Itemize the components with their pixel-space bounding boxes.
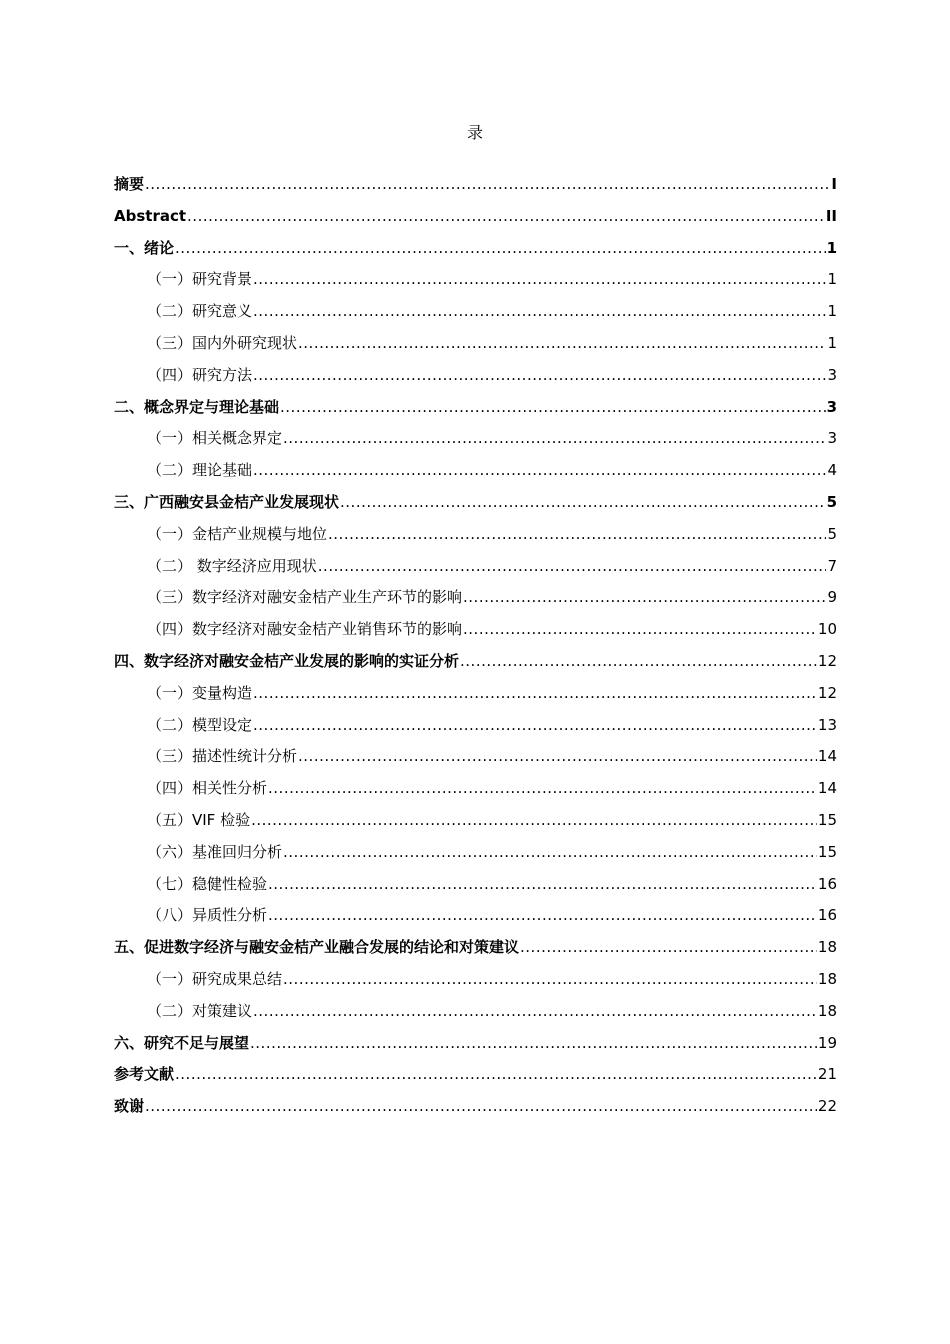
toc-entry-label: （一）变量构造 (147, 683, 253, 702)
toc-entry-page-number: 18 (817, 1001, 837, 1020)
toc-entry-section[interactable] (114, 773, 837, 805)
toc-entry-chapter[interactable] (114, 1028, 837, 1060)
toc-entry-chapter[interactable] (114, 233, 837, 265)
toc-dot-leader (253, 996, 817, 1028)
toc-entry-section[interactable] (114, 869, 837, 901)
toc-dot-leader (175, 1059, 817, 1091)
toc-dot-leader (463, 614, 817, 646)
toc-dot-leader (187, 201, 825, 233)
table-of-contents (114, 169, 837, 1123)
toc-entry-label: （六）基准回归分析 (147, 842, 283, 861)
toc-entry-section[interactable] (114, 614, 837, 646)
toc-entry-label: 致谢 (114, 1097, 145, 1116)
toc-entry-label: （二）理论基础 (147, 461, 253, 480)
toc-entry-label: 摘要 (114, 175, 145, 193)
toc-entry-page-number: 18 (817, 969, 837, 988)
toc-dot-leader (268, 900, 817, 932)
toc-entry-page-number: 3 (826, 397, 837, 416)
toc-entry-page-number: 1 (827, 302, 837, 321)
toc-dot-leader (268, 773, 817, 805)
toc-entry-label: Abstract (114, 206, 187, 225)
toc-dot-leader (283, 423, 826, 455)
toc-dot-leader (253, 360, 826, 392)
toc-entry-page-number: 4 (827, 461, 837, 480)
toc-dot-leader (328, 519, 826, 551)
toc-entry-page-number: 3 (827, 365, 837, 384)
toc-entry-page-number: 1 (826, 238, 837, 257)
toc-entry-page-number: 7 (827, 556, 837, 575)
toc-entry-label: （四）相关性分析 (147, 779, 268, 798)
toc-entry-section[interactable] (114, 741, 837, 773)
toc-entry-page-number: 18 (817, 938, 837, 957)
toc-entry-label: （四）研究方法 (147, 365, 253, 384)
toc-dot-leader (298, 328, 826, 360)
toc-entry-section[interactable] (114, 519, 837, 551)
toc-entry-page-number: 13 (817, 715, 837, 734)
toc-entry-label: 四、数字经济对融安金桔产业发展的影响的实证分析 (114, 651, 460, 670)
toc-entry-label: 三、广西融安县金桔产业发展现状 (114, 492, 340, 511)
toc-entry-chapter[interactable] (114, 487, 837, 519)
toc-entry-section[interactable] (114, 805, 837, 837)
toc-dot-leader (253, 678, 817, 710)
toc-entry-page-number: 16 (817, 906, 837, 925)
toc-entry-label: （三）数字经济对融安金桔产业生产环节的影响 (147, 588, 463, 607)
toc-dot-leader (520, 932, 817, 964)
toc-dot-leader (460, 646, 817, 678)
toc-entry-section[interactable] (114, 264, 837, 296)
toc-dot-leader (253, 455, 826, 487)
toc-entry-label: （五）VIF 检验 (147, 810, 251, 829)
toc-entry-chapter[interactable] (114, 932, 837, 964)
toc-dot-leader (145, 169, 830, 201)
toc-title: 录 (466, 123, 483, 142)
toc-dot-leader (253, 296, 826, 328)
toc-entry-page-number: I (831, 175, 837, 193)
toc-entry-page-number: 5 (827, 524, 837, 543)
toc-entry-label: （一）金桔产业规模与地位 (147, 524, 328, 543)
toc-entry-label: （一）研究背景 (147, 270, 253, 289)
toc-entry-section[interactable] (114, 296, 837, 328)
toc-dot-leader (145, 1091, 817, 1123)
toc-entry-label: 一、绪论 (114, 238, 175, 257)
toc-dot-leader (280, 392, 826, 424)
toc-entry-section[interactable] (114, 328, 837, 360)
toc-entry-page-number: 5 (826, 492, 837, 511)
toc-entry-section[interactable] (114, 964, 837, 996)
toc-entry-label: （八）异质性分析 (147, 906, 268, 925)
toc-entry-page-number: 22 (817, 1097, 837, 1116)
toc-entry-chapter[interactable] (114, 646, 837, 678)
toc-entry-page-number: 14 (817, 779, 837, 798)
toc-entry-label: 二、概念界定与理论基础 (114, 397, 280, 416)
toc-entry-page-number: 1 (827, 333, 837, 352)
toc-entry-section[interactable] (114, 837, 837, 869)
toc-entry-page-number: 12 (817, 651, 837, 670)
toc-entry-section[interactable] (114, 582, 837, 614)
toc-entry-section[interactable] (114, 900, 837, 932)
toc-dot-leader (253, 710, 817, 742)
toc-dot-leader (250, 1028, 817, 1060)
toc-dot-leader (268, 869, 817, 901)
toc-entry-section[interactable] (114, 710, 837, 742)
toc-entry-label: （一）研究成果总结 (147, 969, 283, 988)
toc-entry-page-number: 19 (817, 1033, 837, 1052)
toc-entry-page-number: 21 (817, 1065, 837, 1084)
toc-entry-section[interactable] (114, 678, 837, 710)
toc-entry-label: 五、促进数字经济与融安金桔产业融合发展的结论和对策建议 (114, 938, 520, 957)
toc-entry-label: （三）描述性统计分析 (147, 747, 298, 766)
toc-dot-leader (283, 964, 817, 996)
toc-entry-page-number: 10 (817, 620, 837, 639)
toc-dot-leader (253, 264, 826, 296)
toc-dot-leader (175, 233, 826, 265)
toc-entry-page-number: 1 (827, 270, 837, 289)
toc-entry-label: （二）模型设定 (147, 715, 253, 734)
toc-entry-label: （三）国内外研究现状 (147, 333, 298, 352)
toc-entry-section[interactable] (114, 360, 837, 392)
toc-entry-page-number: 3 (827, 429, 837, 448)
toc-dot-leader (283, 837, 817, 869)
toc-entry-chapter[interactable] (114, 1059, 837, 1091)
toc-entry-chapter[interactable] (114, 169, 837, 201)
toc-entry-section[interactable] (114, 423, 837, 455)
toc-entry-chapter[interactable] (114, 1091, 837, 1123)
toc-dot-leader (298, 741, 817, 773)
toc-entry-section[interactable] (114, 996, 837, 1028)
toc-dot-leader (251, 805, 817, 837)
toc-entry-page-number: 9 (827, 588, 837, 607)
toc-entry-label: 参考文献 (114, 1065, 175, 1084)
toc-entry-chapter[interactable] (114, 201, 837, 233)
toc-entry-chapter[interactable] (114, 392, 837, 424)
toc-entry-page-number: II (825, 206, 837, 225)
toc-dot-leader (463, 582, 826, 614)
toc-entry-label: （一）相关概念界定 (147, 429, 283, 448)
toc-dot-leader (340, 487, 826, 519)
toc-entry-page-number: 16 (817, 874, 837, 893)
toc-entry-label: （七）稳健性检验 (147, 874, 268, 893)
toc-entry-section[interactable] (114, 455, 837, 487)
toc-entry-page-number: 15 (817, 842, 837, 861)
toc-entry-label: （四）数字经济对融安金桔产业销售环节的影响 (147, 620, 463, 639)
toc-entry-page-number: 12 (817, 683, 837, 702)
toc-entry-page-number: 15 (817, 810, 837, 829)
toc-entry-label: （二）研究意义 (147, 302, 253, 321)
toc-entry-section[interactable] (114, 551, 837, 583)
toc-entry-label: （二） 数字经济应用现状 (147, 556, 317, 575)
toc-dot-leader (318, 551, 827, 583)
toc-entry-page-number: 14 (817, 747, 837, 766)
toc-entry-label: 六、研究不足与展望 (114, 1033, 250, 1052)
toc-entry-label: （二）对策建议 (147, 1001, 253, 1020)
